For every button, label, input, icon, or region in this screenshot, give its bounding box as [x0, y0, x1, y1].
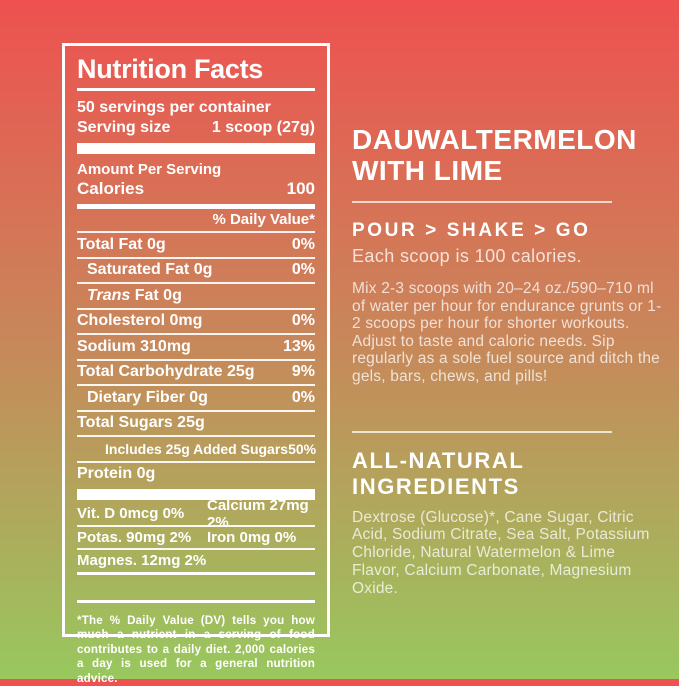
nutrition-facts-panel — [62, 43, 330, 637]
product-title-line1: DAUWALTERMELON — [352, 125, 667, 156]
nutrient-row-added-sugars: Includes 25g Added Sugars 50% — [77, 437, 315, 461]
ingredients-list: Dextrose (Glucose)*, Cane Sugar, Citric Acid, Sodium Citrate, Sea Salt, Potassium Chloride, Natural Watermelon & Lime Flavor, Calcium Carbonate, Magnesium Oxide. — [352, 509, 667, 598]
nutrient-row-dietary-fiber: Dietary Fiber 0g 0% — [77, 386, 315, 410]
thick-divider — [77, 143, 315, 154]
calories-subtitle: Each scoop is 100 calories. — [352, 246, 667, 267]
divider — [77, 88, 315, 91]
daily-value-footnote: *The % Daily Value (DV) tells you how much a nutrient in a serving of food contributes to a daily diet. 2,000 calories a day is used for a general nutrition advice. — [77, 614, 315, 686]
nutrient-row-protein: Protein 0g — [77, 463, 315, 487]
ingredients-heading-line2: INGREDIENTS — [352, 474, 667, 500]
ingredients-heading — [352, 448, 667, 500]
nutrient-row-total-carbohydrate: Total Carbohydrate 25g 9% — [77, 361, 315, 385]
tagline: POUR > SHAKE > GO — [352, 220, 667, 242]
product-info — [352, 125, 667, 598]
nutrient-row-saturated-fat: Saturated Fat 0g 0% — [77, 259, 315, 283]
calories-value: 100 — [287, 179, 315, 199]
amount-per-serving-label: Amount Per Serving — [77, 161, 315, 179]
divider — [352, 201, 612, 203]
nutrient-row-total-sugars: Total Sugars 25g — [77, 412, 315, 436]
micronutrient-row: Potas. 90mg 2% Iron 0mg 0% — [77, 527, 315, 549]
ingredients-heading-line1: ALL-NATURAL — [352, 448, 667, 474]
nutrient-row-cholesterol: Cholesterol 0mg 0% — [77, 310, 315, 334]
nutrient-row-trans-fat: Trans Fat 0g — [77, 284, 315, 308]
nutrition-facts-title: Nutrition Facts — [77, 54, 315, 84]
product-title-line2: WITH LIME — [352, 156, 667, 187]
nutrient-row-sodium: Sodium 310mg 13% — [77, 335, 315, 359]
daily-value-header: % Daily Value* — [77, 209, 315, 231]
micronutrient-row: Vit. D 0mcg 0% Calcium 27mg 2% — [77, 503, 315, 525]
servings-per-container: 50 servings per container — [77, 98, 315, 117]
calories-label: Calories — [77, 179, 144, 199]
calories-row — [77, 179, 315, 199]
serving-size-value: 1 scoop (27g) — [212, 118, 315, 137]
divider — [77, 572, 315, 575]
serving-size-row — [77, 118, 315, 137]
nutrient-row-total-fat: Total Fat 0g 0% — [77, 233, 315, 257]
divider — [352, 431, 612, 433]
micronutrient-row: Magnes. 12mg 2% — [77, 550, 315, 572]
serving-size-label: Serving size — [77, 118, 170, 137]
product-title — [352, 125, 667, 186]
usage-instructions: Mix 2-3 scoops with 20–24 oz./590–710 ml of water per hour for endurance grunts or 1-2 scoops per hour for shorter workouts. Adjust to taste and caloric needs. Sip regularly as a sole fuel source and ditch the gels, bars, chews, and pills! — [352, 280, 667, 386]
divider — [77, 600, 315, 603]
